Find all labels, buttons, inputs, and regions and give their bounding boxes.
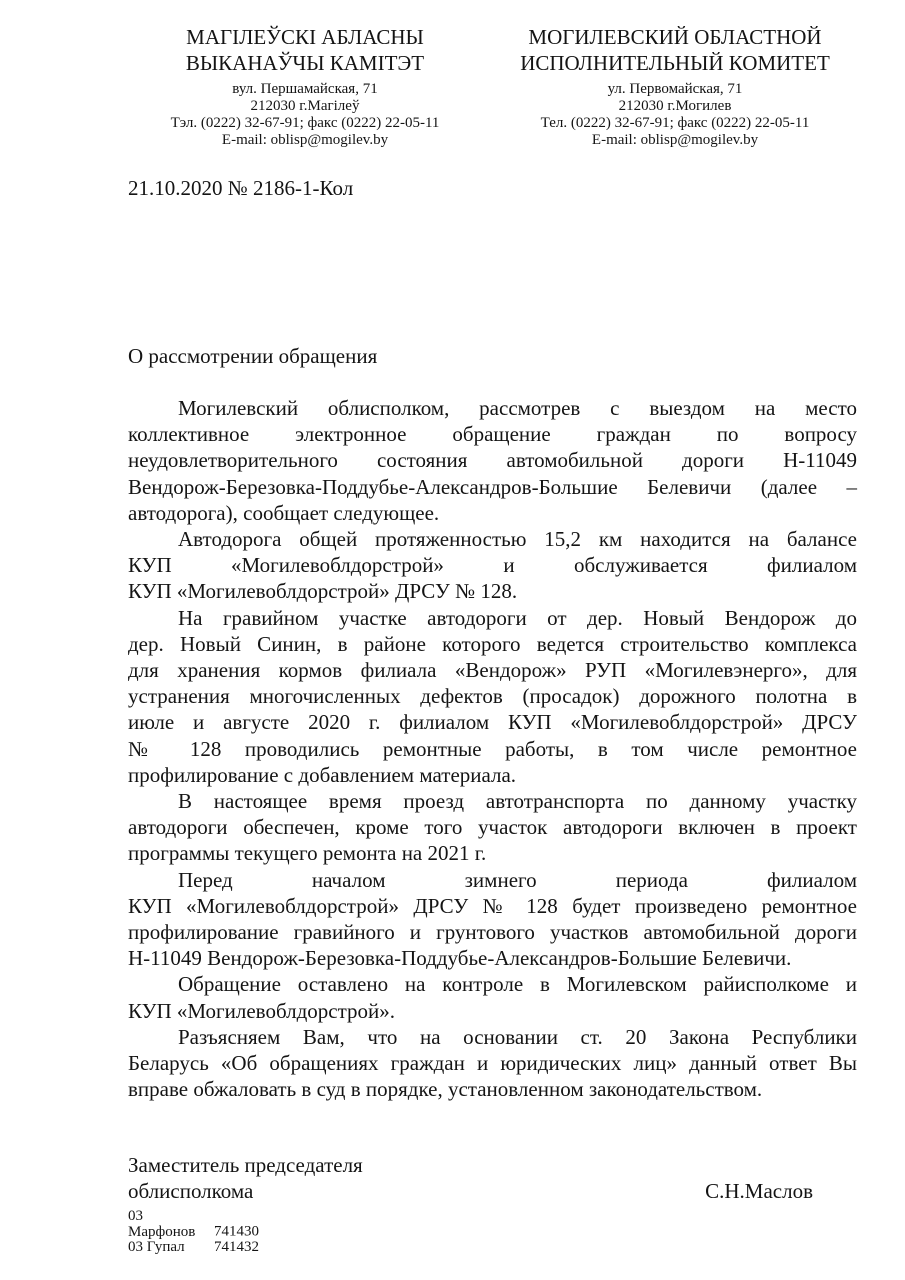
executor-line xyxy=(128,1240,857,1256)
org-title-russian xyxy=(490,24,860,76)
body-paragraph xyxy=(128,605,857,788)
body-line: профилирование гравийного и грунтового участков автомобильной дороги xyxy=(128,920,857,945)
body-paragraph xyxy=(128,1024,857,1103)
org-title-line: ВЫКАНАЎЧЫ КАМІТЭТ xyxy=(185,51,425,75)
body-line: программы текущего ремонта на 2021 г. xyxy=(128,841,487,866)
signature-title-line: Заместитель председателя xyxy=(128,1153,363,1178)
body-line: КУП «Могилевоблдорстрой» ДРСУ № 128. xyxy=(128,579,518,604)
executor-label: 03 Марфонов xyxy=(128,1208,196,1240)
body-line: Могилевский облисполком, рассмотрев с выездом на место xyxy=(178,396,857,420)
org-address-belarusian xyxy=(120,81,490,149)
body-line: Автодорога общей протяженностью 15,2 км находится на балансе xyxy=(178,527,857,552)
body-line: вправе обжаловать в суд в порядке, установленном законодательством. xyxy=(128,1077,763,1102)
body-line: Вендорож-Березовка-Поддубье-Александров-Большие Белевичи (далее – xyxy=(128,474,857,499)
body-line: автодорога), сообщает следующее. xyxy=(128,500,440,525)
body-line: автодороги обеспечен, кроме того участок автодороги включен в проект xyxy=(128,815,857,840)
body-line: В настоящее время проезд автотранспорта по данному участку xyxy=(178,789,857,814)
body-line: КУП «Могилевоблдорстрой» ДРСУ № 128 будет произведено ремонтное xyxy=(128,893,857,918)
signatory-name: С.Н.Маслов xyxy=(705,1179,813,1204)
body-line: для хранения кормов филиала «Вендорож» РУП «Могилевэнерго», для xyxy=(128,658,857,683)
org-email-line: E-mail: oblisp@mogilev.by xyxy=(221,132,389,148)
executor-phone: 741432 xyxy=(214,1239,259,1256)
body-paragraph xyxy=(128,867,857,972)
body-line: устранения многочисленных дефектов (просадок) дорожного полотна в xyxy=(128,684,857,709)
signature-row xyxy=(128,1178,857,1204)
body-line: коллективное электронное обращение граждан по вопросу xyxy=(128,422,857,447)
body-line: Разъясняем Вам, что на основании ст. 20 Закона Республики xyxy=(178,1024,857,1049)
body-paragraph xyxy=(128,788,857,867)
org-address-line: 212030 г.Магілеў xyxy=(250,98,360,114)
body-paragraph xyxy=(128,395,857,526)
executor-phone: 741430 xyxy=(214,1223,259,1240)
body-paragraph xyxy=(128,526,857,605)
body-line: На гравийном участке автодороги от дер. Новый Вендорож до xyxy=(178,605,857,630)
reference-date-number: 21.10.2020 № 2186-1-Кол xyxy=(128,176,354,200)
org-address-line: Тэл. (0222) 32-67-91; факс (0222) 22-05-11 xyxy=(170,115,440,131)
executor-line xyxy=(128,1209,857,1240)
org-address-line: 212030 г.Могилев xyxy=(618,98,732,114)
body-line: неудовлетворительного состояния автомобильной дороги Н-11049 xyxy=(128,448,857,473)
executors-footer xyxy=(128,1209,857,1256)
body-paragraph xyxy=(128,971,857,1023)
org-address-line: вул. Першамайская, 71 xyxy=(232,81,378,97)
signature-block xyxy=(128,1152,857,1204)
body-line: КУП «Могилевоблдорстрой» и обслуживается филиалом xyxy=(128,553,857,578)
org-title-line: МАГІЛЕЎСКІ АБЛАСНЫ xyxy=(186,25,424,49)
body-line: июле и августе 2020 г. филиалом КУП «Могилевоблдорстрой» ДРСУ xyxy=(128,710,857,735)
letterhead-right xyxy=(490,24,860,149)
org-title-line: ИСПОЛНИТЕЛЬНЫЙ КОМИТЕТ xyxy=(520,51,830,75)
executor-label: 03 Гупал xyxy=(128,1239,185,1256)
body-line: Перед началом зимнего периода филиалом xyxy=(178,867,857,892)
signature-title-line: облисполкома xyxy=(128,1179,254,1204)
org-address-russian xyxy=(490,81,860,149)
org-title-line: МОГИЛЕВСКИЙ ОБЛАСТНОЙ xyxy=(528,25,822,49)
org-address-line: ул. Первомайская, 71 xyxy=(607,81,743,97)
letterhead xyxy=(0,24,905,149)
org-email-line: E-mail: oblisp@mogilev.by xyxy=(591,132,759,148)
body-line: № 128 проводились ремонтные работы, в том числе ремонтное xyxy=(128,736,857,761)
body-line: профилирование с добавлением материала. xyxy=(128,762,517,787)
letter-body xyxy=(128,395,857,1102)
body-line: Обращение оставлено на контроле в Могилевском райисполкоме и xyxy=(178,972,857,997)
body-line: КУП «Могилевоблдорстрой». xyxy=(128,998,396,1023)
body-line: Беларусь «Об обращениях граждан и юридических лиц» данный ответ Вы xyxy=(128,1051,857,1076)
org-title-belarusian xyxy=(120,24,490,76)
org-address-line: Тел. (0222) 32-67-91; факс (0222) 22-05-11 xyxy=(540,115,810,131)
subject-line: О рассмотрении обращения xyxy=(128,344,378,368)
body-line: Н-11049 Вендорож-Березовка-Поддубье-Александров-Большие Белевичи. xyxy=(128,946,792,971)
body-line: дер. Новый Синин, в районе которого ведется строительство комплекса xyxy=(128,631,857,656)
letterhead-left xyxy=(120,24,490,149)
